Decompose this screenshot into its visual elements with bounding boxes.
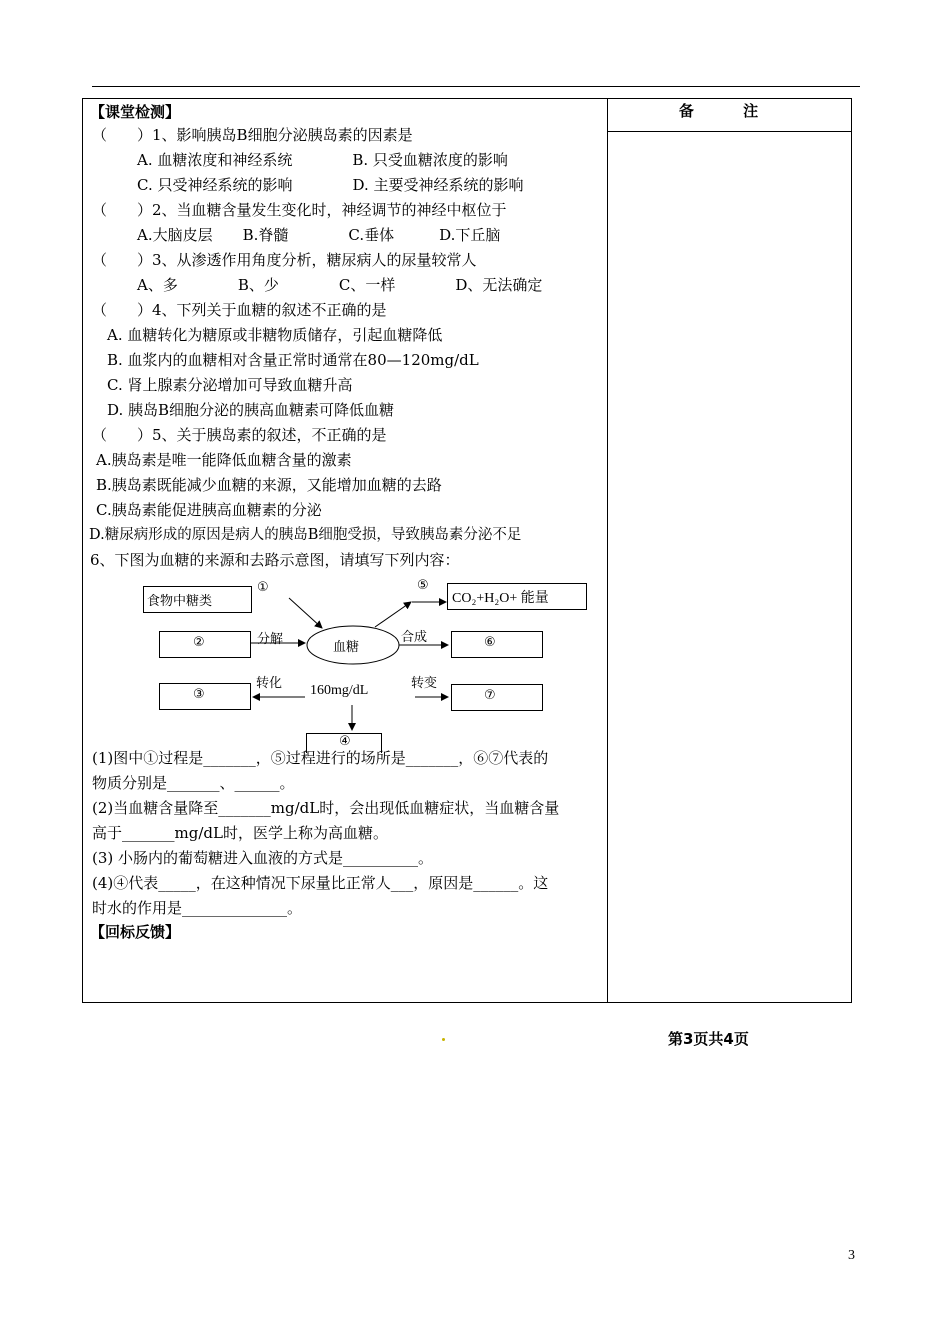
fill-1b: 物质分别是_______、______。 [92, 774, 295, 792]
stray-dot [442, 1038, 445, 1041]
page-number: 3 [848, 1248, 855, 1263]
fill-1a: (1)图中①过程是_______，⑤过程进行的场所是_______，⑥⑦代表的 [92, 749, 549, 767]
section-check-title: 【课堂检测】 [90, 103, 181, 121]
q4-stem: （ ）4、下列关于血糖的叙述不正确的是 [92, 301, 387, 319]
blood-sugar-label: 血糖 [333, 640, 360, 655]
label-3: ③ [193, 687, 205, 702]
q5-option-d: D.糖尿病形成的原因是病人的胰岛B细胞受损，导致胰岛素分泌不足 [89, 527, 522, 543]
arrow-blood-to-5 [375, 602, 411, 627]
label-change: 转变 [411, 676, 438, 691]
label-5: ⑤ [417, 578, 429, 593]
q5-option-c: C.胰岛素能促进胰高血糖素的分泌 [96, 501, 322, 519]
label-7: ⑦ [484, 688, 496, 703]
q4-option-a: A. 血糖转化为糖原或非糖物质储存，引起血糖降低 [92, 326, 443, 344]
q3-options: A、多 B、少 C、一样 D、无法确定 [92, 276, 543, 294]
q4-option-d: D. 胰岛B细胞分泌的胰高血糖素可降低血糖 [92, 401, 395, 419]
co2-label: CO₂+H₂O+ 能量 [452, 591, 549, 606]
label-convert: 转化 [256, 676, 283, 691]
label-1: ① [257, 580, 269, 595]
co2-box [447, 583, 587, 610]
q1-options-cd: C. 只受神经系统的影响 D. 主要受神经系统的影响 [92, 176, 524, 194]
box-7 [451, 684, 543, 711]
fill-2a: (2)当血糖含量降至_______mg/dL时，会出现低血糖症状，当血糖含量 [92, 799, 560, 817]
q5-option-b: B.胰岛素既能减少血糖的来源，又能增加血糖的去路 [96, 476, 442, 494]
blood-sugar-level: 160mg/dL [310, 683, 369, 698]
food-sugar-label: 食物中糖类 [147, 594, 213, 609]
fill-4b: 时水的作用是______________。 [92, 899, 303, 917]
food-sugar-box [143, 586, 252, 613]
q2-stem: （ ）2、当血糖含量发生变化时，神经调节的神经中枢位于 [92, 201, 507, 219]
page-label: 第3页共4页 [668, 1030, 749, 1048]
notes-title: 备 注 [678, 102, 781, 120]
q1-options-ab: A. 血糖浓度和神经系统 B. 只受血糖浓度的影响 [92, 151, 508, 169]
label-6: ⑥ [484, 635, 496, 650]
label-4: ④ [339, 734, 351, 749]
q3-stem: （ ）3、从渗透作用角度分析，糖尿病人的尿量较常人 [92, 251, 477, 269]
q6-stem: 6、下图为血糖的来源和去路示意图，请填写下列内容： [90, 551, 460, 569]
fill-3: (3) 小肠内的葡萄糖进入血液的方式是__________。 [92, 849, 434, 867]
q5-option-a: A.胰岛素是唯一能降低血糖含量的激素 [96, 451, 352, 469]
fill-2b: 高于_______mg/dL时，医学上称为高血糖。 [92, 824, 388, 842]
q2-options: A.大脑皮层 B.脊髓 C.垂体 D.下丘脑 [92, 226, 501, 244]
box-6 [451, 631, 543, 658]
fill-4a: (4)④代表_____，在这种情况下尿量比正常人___，原因是______。这 [92, 874, 549, 892]
arrow-food-to-blood [289, 598, 322, 628]
q4-option-b: B. 血浆内的血糖相对含量正常时通常在80—120mg/dL [92, 351, 479, 369]
label-2: ② [193, 635, 205, 650]
q1-stem: （ ）1、影响胰岛B细胞分泌胰岛素的因素是 [92, 126, 413, 144]
label-synthesis: 合成 [401, 630, 428, 645]
section-feedback-title: 【回标反馈】 [90, 923, 181, 941]
q4-option-c: C. 肾上腺素分泌增加可导致血糖升高 [92, 376, 353, 394]
box-3 [159, 683, 251, 710]
q5-stem: （ ）5、关于胰岛素的叙述，不正确的是 [92, 426, 387, 444]
label-decompose: 分解 [257, 632, 284, 647]
box-2 [159, 631, 251, 658]
